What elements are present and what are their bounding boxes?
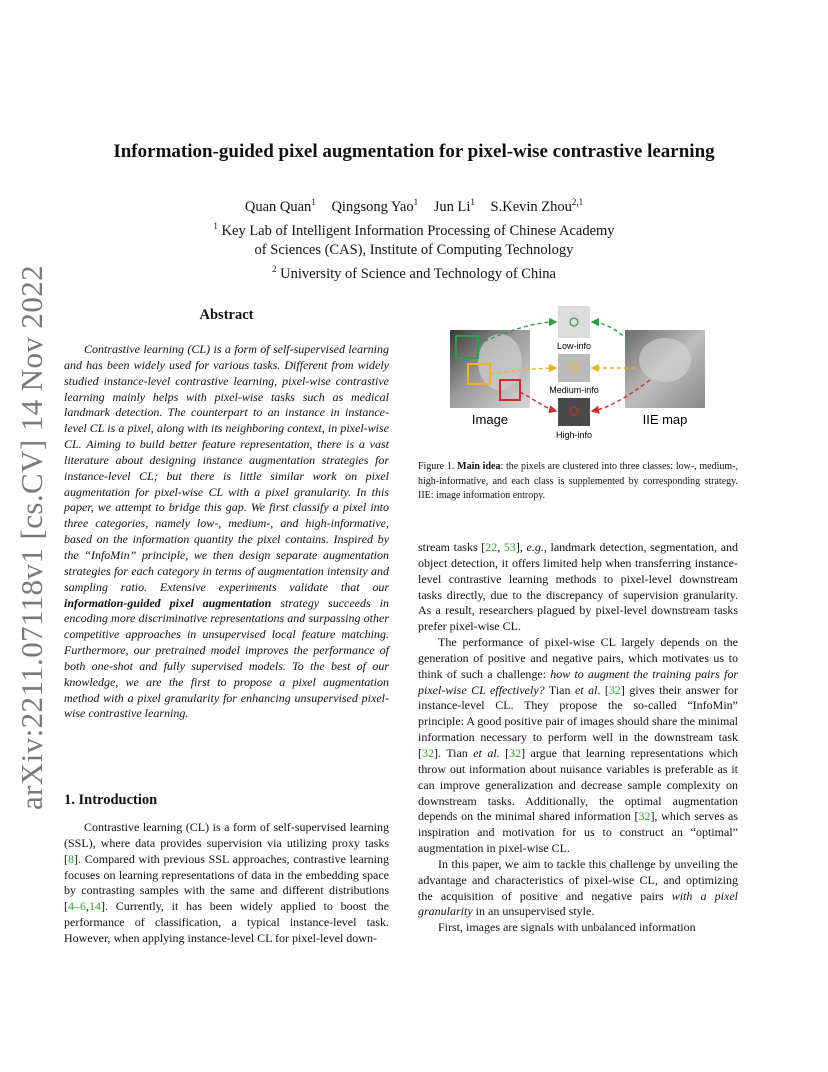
- citation-link[interactable]: 53: [503, 540, 516, 554]
- medium-info-label: Medium-info: [549, 385, 599, 395]
- paragraph: stream tasks [22, 53], e.g., landmark detection, segmentation, and object detection, it offers limited help when transferring instance-level contrastive learning methods to pixel-level downstream tasks directly, due to the discrepancy of supervision granularity. As a result, researchers plagued by pixel-level downstream tasks prefer pixel-wise CL.: [418, 540, 739, 634]
- author-names: [60, 193, 768, 217]
- affiliation: $^2$ University of Science and Technology of China: [272, 263, 556, 282]
- paragraph: First, images are signals with unbalanced information: [438, 920, 696, 935]
- image-label: Image: [471, 412, 509, 427]
- author: Quan Quan$^1$: [244, 197, 316, 215]
- citation-link[interactable]: 4: [68, 899, 74, 914]
- author: S.Kevin Zhou$^{2,1}$: [490, 197, 584, 215]
- affiliation: $^1$ Key Lab of Intelligent Information Processing of Chinese Academy: [213, 220, 615, 239]
- section-heading-introduction: 1. Introduction: [64, 792, 158, 808]
- abstract-emphasis: information-guided pixel augmentation: [64, 595, 272, 610]
- author-block: [60, 193, 768, 283]
- affiliation: of Sciences (CAS), Institute of Computing Technology: [254, 241, 574, 258]
- abstract-heading: Abstract: [199, 307, 254, 323]
- paragraph: In this paper, we aim to tackle this challenge by unveiling the advantage and characteristics of pixel-wise CL, and optimizing the acquisition of positive and negative pairs with a pixel granularity in an unsupervised style.: [418, 856, 738, 919]
- author: Jun Li$^1$: [433, 197, 475, 215]
- low-info-label: Low-info: [556, 341, 592, 351]
- citation-link[interactable]: 32: [608, 682, 621, 697]
- citation-link[interactable]: 32: [638, 809, 651, 824]
- intro-paragraph: Contrastive learning (CL) is a form of self-supervised learning (SSL), where data provides supervision via utilizing proxy tasks [8]. Compared with previous SSL approaches, contrastive learning focuses on learning representations of data in the embedding space by contrasting samples with the same and different distributions [4–6,14]. Currently, it has been widely applied to boost the performance of classification, a typical instance-level task. However, when applying instance-level CL for pixel-level down-: [64, 820, 389, 945]
- figure-main-idea: [440, 300, 740, 450]
- abstract-body: Contrastive learning (CL) is a form of self-supervised learning and has been widely used for various tasks. Different from widely studied instance-level contrastive learning, pixel-wise contrastive learning mainly helps with pixel-wise tasks such as medical landmark detection. The counterpart to an instance in instance-level CL is a pixel, along with its neighboring context, in pixel-wise CL. Aiming to build better feature representation, there is a vast literature about designing instance augmentation strategies for instance-level CL; but there is little similar work on pixel augmentation for pixel-wise CL with a pixel granularity. In this paper, we attempt to bridge this gap. We first classify a pixel into three categories, namely low-, medium-, and high-informative, based on the information quantity the pixel contains. Inspired by the “InfoMin” principle, we then design separate augmentation strategies for each category in terms of augmentation intensity and sampling ratio. Extensive experiments validate that our information-guided pixel augmentation strategy succeeds in encoding more discriminative representations and surpassing other competitive approaches in unsupervised local feature matching. Furthermore, our pretrained model improves the performance of both one-shot and fully supervised models. To the best of our knowledge, we are the first to propose a pixel augmentation method with a pixel granularity for enhancing unsupervised pixel-wise contrastive learning.: [64, 342, 389, 721]
- citation-link[interactable]: –6: [74, 899, 86, 914]
- citation-link[interactable]: 14: [89, 899, 101, 914]
- paper-title: Information-guided pixel augmentation for pixel-wise contrastive learning: [113, 141, 715, 162]
- medium-info-patch: [558, 354, 590, 382]
- arxiv-stamp: arXiv:2211.07118v1 [cs.CV] 14 Nov 2022: [14, 264, 49, 810]
- high-info-patch: [558, 398, 590, 426]
- author: Qingsong Yao$^1$: [331, 197, 419, 215]
- paragraph: The performance of pixel-wise CL largely depends on the generation of positive and negative pairs, which motivates us to think of such a challenge: how to augment the training pairs for pixel-wise CL effectively? Tian et al. [32] gives their answer for instance-level CL. They propose the so-called “InfoMin” principle: A good positive pair of images should share the minimal information necessary to perform well in the downstream task [32]. Tian et al. [32] argue that learning representations which throw out information about nuisance variables is preferable as it can improve generalization and decrease sample complexity on downstream tasks. Additionally, the optimal augmentation depends on the minimal shared information [32], which serves as inspiration and motivation for us to construct an “optimal” augmentation in pixel-wise CL.: [418, 635, 739, 856]
- figure-caption: Figure 1. Main idea: the pixels are clustered into three classes: low-, medium-, high-informative, and each class is supplemented by corresponding strategy. IIE: image information entropy.: [418, 461, 739, 501]
- right-column-body: [418, 540, 738, 936]
- citation-link[interactable]: 32: [422, 745, 434, 760]
- citation-link[interactable]: 22: [485, 540, 498, 554]
- high-info-label: High-info: [555, 430, 593, 440]
- citation-link[interactable]: 8: [68, 851, 74, 866]
- iie-map-label: IIE map: [642, 412, 688, 427]
- low-info-patch: [558, 306, 590, 338]
- citation-link[interactable]: 32: [509, 745, 522, 760]
- low-info-arrow: [592, 322, 628, 340]
